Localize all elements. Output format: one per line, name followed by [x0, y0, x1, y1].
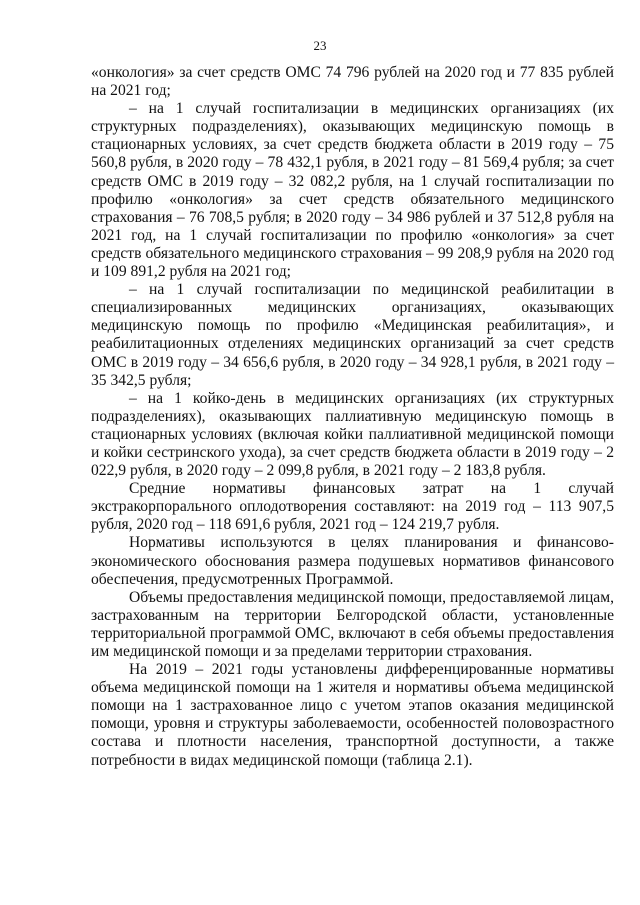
paragraph-volumes-insured: Объемы предоставления медицинской помощи, предоставляемой лицам, застрахованным на территории Белгородской области, установленные территориальной программой ОМС, включают в себя объемы предоставления им медицинской помощи и за пределами территории страхования.: [91, 588, 614, 660]
paragraph-rehabilitation-cost: – на 1 случай госпитализации по медицинской реабилитации в специализированных медицинских организациях, оказывающих медицинскую помощь по профилю «Медицинская реабилитация», и реабилитационных отделениях медицинских организаций за счет средств ОМС в 2019 году – 34 656,6 рубля, в 2020 году – 34 928,1 рубля, в 2021 году – 35 342,5 рубля;: [91, 281, 614, 389]
paragraph-palliative-bed-day-cost: – на 1 койко-день в медицинских организациях (их структурных подразделениях), оказывающих паллиативную медицинскую помощь в стационарных условиях (включая койки паллиативной медицинской помощи и койки сестринского ухода), за счет средств бюджета области в 2019 году – 2 022,9 рубля, в 2020 году – 2 099,8 рубля, в 2021 году – 2 183,8 рубля.: [91, 389, 614, 480]
paragraph-hospitalization-cost: – на 1 случай госпитализации в медицинских организациях (их структурных подразделениях), оказывающих медицинскую помощь в стационарных условиях, за счет средств бюджета области в 2019 году – 75 560,8 рубля, в 2020 году – 78 432,1 рубля, в 2021 году – 81 569,4 рубля; за счет средств ОМС в 2019 году – 32 082,2 рубля, на 1 случай госпитализации по профилю «онкология» за счет средств обязательного медицинского страхования – 76 708,5 рубля; в 2020 году – 34 986 рублей и 37 512,8 рубля на 2021 год, на 1 случай госпитализации по профилю «онкология» за счет средств обязательного медицинского страхования – 99 208,9 рубля на 2020 год и 109 891,2 рубля на 2021 год;: [91, 100, 614, 281]
paragraph-ivf-cost: Средние нормативы финансовых затрат на 1 случай экстракорпорального оплодотворения составляют: на 2019 год – 113 907,5 рубля, 2020 год – 118 691,6 рубля, 2021 год – 124 219,7 рубля.: [91, 480, 614, 534]
paragraph-differentiated-norms: На 2019 – 2021 годы установлены дифференцированные нормативы объема медицинской помощи на 1 жителя и нормативы объема медицинской помощи на 1 застрахованное лицо с учетом этапов оказания медицинской помощи, уровня и структуры заболеваемости, особенностей половозрастного состава и плотности населения, транспортной доступности, а также потребности в видах медицинской помощи (таблица 2.1).: [91, 661, 614, 769]
paragraph-norms-purpose: Нормативы используются в целях планирования и финансово-экономического обоснования размера подушевых нормативов финансового обеспечения, предусмотренных Программой.: [91, 534, 614, 588]
paragraph-oncology-oms-continuation: «онкология» за счет средств ОМС 74 796 рублей на 2020 год и 77 835 рублей на 2021 год;: [91, 64, 614, 100]
page-number: 23: [313, 38, 327, 53]
body-text: [91, 64, 614, 770]
